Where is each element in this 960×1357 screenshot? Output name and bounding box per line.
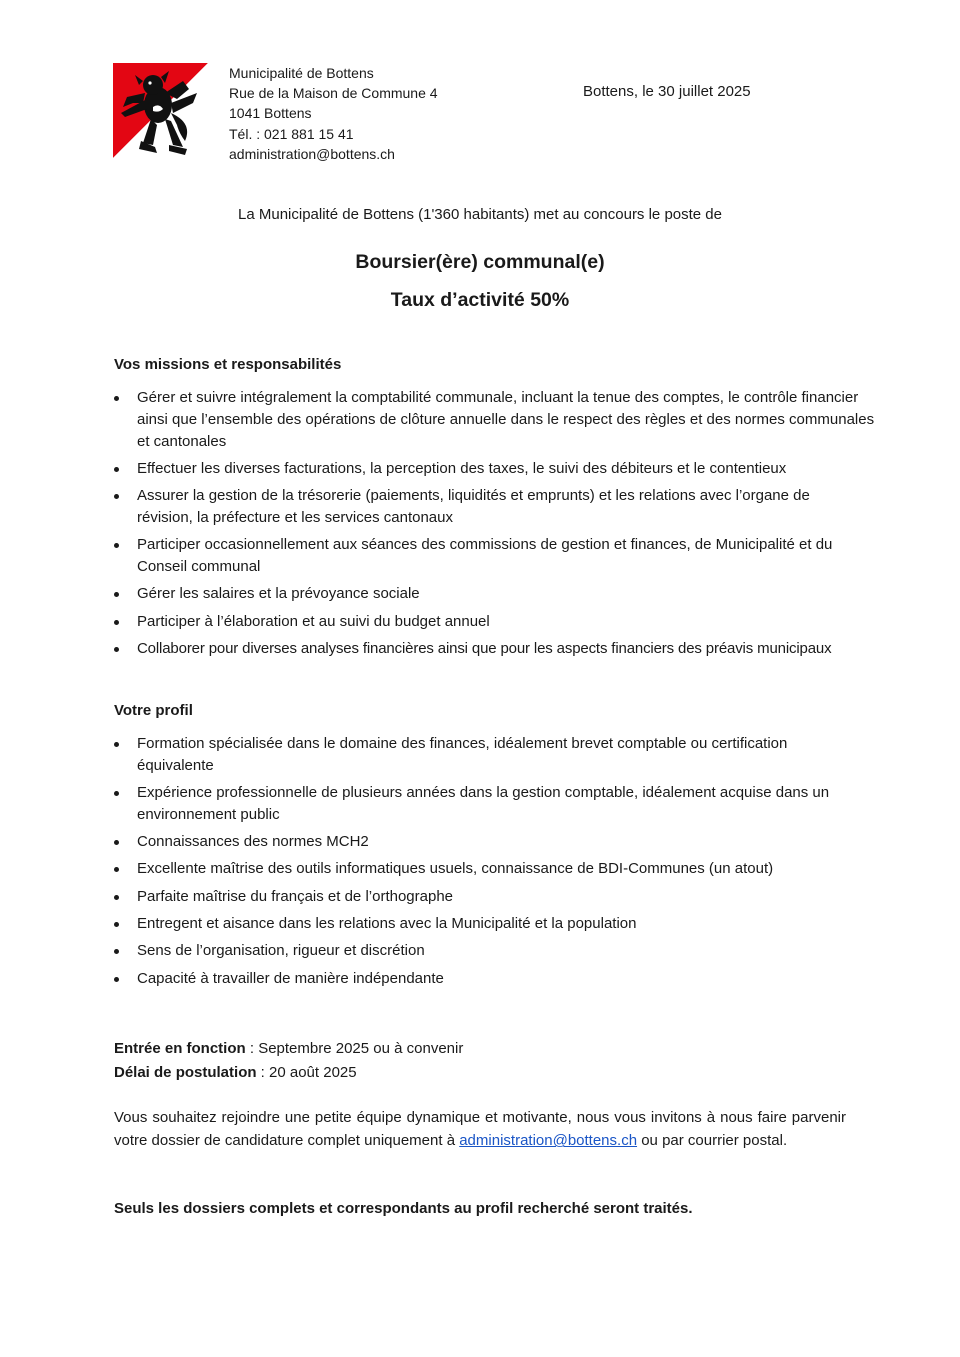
address-line: Tél. : 021 881 15 41	[229, 125, 354, 142]
start-label: Entrée en fonction	[114, 1040, 246, 1057]
list-item: Excellente maîtrise des outils informatiques usuels, connaissance de BDI-Communes (un atout)	[114, 858, 904, 880]
list-item: Assurer la gestion de la trésorerie (paiements, liquidités et emprunts) et les relations avec l’organe de révision, la préfecture et les services cantonaux	[114, 485, 904, 529]
start-value: : Septembre 2025 ou à convenir	[245, 1040, 464, 1057]
job-title: Boursier(ère) communal(e)	[355, 251, 605, 273]
bullet-icon	[114, 895, 119, 900]
list-item: Sens de l’organisation, rigueur et discrétion	[114, 940, 904, 962]
application-email-link[interactable]: administration@bottens.ch	[459, 1132, 638, 1150]
list-item: Gérer et suivre intégralement la comptabilité communale, incluant la tenue des comptes, le contrôle financier ainsi que l’ensemble des opérations de clôture annuelle dans le respect des règles et des normes communales et cantonales	[114, 387, 904, 452]
sender-address	[229, 63, 438, 164]
bullet-icon	[114, 494, 119, 499]
application-deadline	[114, 1061, 357, 1085]
bullet-icon	[114, 840, 119, 845]
bullet-icon	[114, 867, 119, 872]
missions-list	[114, 387, 904, 665]
deadline-label: Délai de postulation	[114, 1064, 257, 1081]
list-item: Effectuer les diverses facturations, la perception des taxes, le suivi des débiteurs et le contentieux	[114, 458, 904, 480]
list-item: Capacité à travailler de manière indépendante	[114, 968, 904, 990]
address-line: Rue de la Maison de Commune 4	[229, 85, 438, 102]
bullet-icon	[114, 543, 119, 548]
bullet-icon	[114, 396, 119, 401]
list-item: Formation spécialisée dans le domaine des finances, idéalement brevet comptable ou certification équivalente	[114, 733, 904, 777]
letter-date: Bottens, le 30 juillet 2025	[583, 83, 751, 100]
list-item: Parfaite maîtrise du français et de l’orthographe	[114, 886, 904, 908]
bullet-icon	[114, 742, 119, 747]
bullet-icon	[114, 949, 119, 954]
address-line: 1041 Bottens	[229, 105, 312, 122]
deadline-value: : 20 août 2025	[256, 1064, 357, 1081]
address-line: Municipalité de Bottens	[229, 65, 374, 81]
list-item: Connaissances des normes MCH2	[114, 831, 904, 853]
list-item: Expérience professionnelle de plusieurs années dans la gestion comptable, idéalement acquise dans un environnement public	[114, 782, 904, 826]
intro-text: La Municipalité de Bottens (1'360 habitants) met au concours le poste de	[238, 206, 722, 223]
bullet-icon	[114, 467, 119, 472]
list-item: Participer à l’élaboration et au suivi du budget annuel	[114, 611, 904, 633]
job-rate: Taux d’activité 50%	[390, 289, 570, 311]
closing-note: Seuls les dossiers complets et correspondants au profil recherché seront traités.	[114, 1200, 693, 1217]
missions-heading: Vos missions et responsabilités	[114, 356, 342, 373]
list-item: Gérer les salaires et la prévoyance sociale	[114, 583, 904, 605]
list-item: Collaborer pour diverses analyses financières ainsi que pour les aspects financiers des préavis municipaux	[114, 638, 904, 660]
start-date	[114, 1037, 463, 1061]
profile-heading: Votre profil	[114, 702, 193, 719]
bullet-icon	[114, 647, 119, 652]
bullet-icon	[114, 977, 119, 982]
profile-list	[114, 733, 904, 995]
list-item: Participer occasionnellement aux séances des commissions de gestion et finances, de Municipalité et du Conseil communal	[114, 534, 904, 578]
bullet-icon	[114, 592, 119, 597]
application-paragraph: Vous souhaitez rejoindre une petite équipe dynamique et motivante, nous vous invitons à nous faire parvenir votre dossier de candidature complet uniquement à administration@bottens.ch ou par courrier postal.	[114, 1109, 846, 1150]
bullet-icon	[114, 791, 119, 796]
address-email: administration@bottens.ch	[229, 145, 395, 162]
list-item: Entregent et aisance dans les relations avec la Municipalité et la population	[114, 913, 904, 935]
bullet-icon	[114, 922, 119, 927]
bullet-icon	[114, 620, 119, 625]
coat-of-arms-logo	[113, 63, 208, 158]
